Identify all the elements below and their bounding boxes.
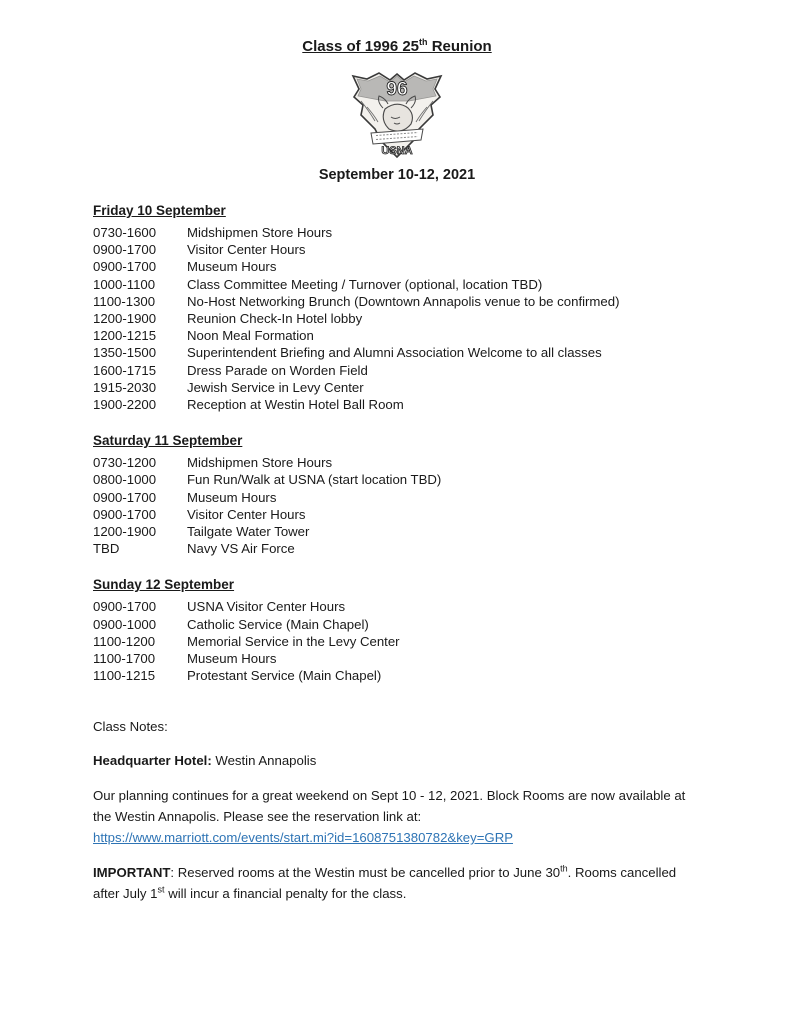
schedule-row bbox=[93, 258, 701, 275]
event-description: Noon Meal Formation bbox=[187, 328, 314, 344]
headquarter-hotel-label: Headquarter Hotel: bbox=[93, 753, 212, 769]
event-description: Dress Parade on Worden Field bbox=[187, 362, 368, 378]
event-time: 1600-1715 bbox=[93, 362, 157, 378]
important-superscript-th: th bbox=[560, 864, 568, 875]
schedule-row bbox=[93, 650, 701, 667]
event-time: 1100-1700 bbox=[93, 651, 156, 667]
title-tail: Reunion bbox=[427, 38, 492, 55]
schedule-row bbox=[93, 396, 701, 413]
notes-block bbox=[93, 718, 701, 904]
schedule-row bbox=[93, 327, 701, 344]
planning-paragraph: Our planning continues for a great weekend on Sept 10 - 12, 2021. Block Rooms are now available at the Westin Annapolis. Please see the reservation link at: bbox=[93, 788, 686, 825]
schedule-row bbox=[93, 616, 701, 633]
event-time: 1000-1100 bbox=[93, 276, 156, 292]
event-time: 0730-1200 bbox=[93, 455, 157, 471]
title-superscript: th bbox=[419, 37, 428, 47]
important-paragraph bbox=[93, 862, 701, 904]
event-description: Catholic Service (Main Chapel) bbox=[187, 616, 369, 632]
event-time: 1915-2030 bbox=[93, 379, 157, 395]
schedule-row bbox=[93, 598, 701, 615]
event-time: 0900-1000 bbox=[93, 616, 157, 632]
event-time: 0800-1000 bbox=[93, 472, 157, 488]
schedule-row bbox=[93, 276, 701, 293]
event-time: 1200-1900 bbox=[93, 524, 157, 540]
event-description: Tailgate Water Tower bbox=[187, 524, 310, 540]
section-heading-friday: Friday 10 September bbox=[93, 203, 226, 218]
event-time: 1200-1900 bbox=[93, 311, 157, 327]
event-time: 1100-1200 bbox=[93, 633, 156, 649]
event-time: 0900-1700 bbox=[93, 259, 157, 275]
schedule-row bbox=[93, 310, 701, 327]
important-text-2: . Rooms cancelled after July 1 bbox=[93, 865, 677, 902]
schedule-row bbox=[93, 293, 701, 310]
important-text-3: will incur a financial penalty for the class. bbox=[164, 886, 407, 902]
schedule-row bbox=[93, 489, 701, 506]
page-title bbox=[93, 38, 701, 55]
class-crest-logo bbox=[93, 71, 701, 159]
reservation-link[interactable]: https://www.marriott.com/events/start.mi?id=1608751380782&key=GRP bbox=[93, 830, 514, 846]
schedule-row bbox=[93, 523, 701, 540]
event-description: Jewish Service in Levy Center bbox=[187, 379, 364, 395]
event-description: Midshipmen Store Hours bbox=[187, 225, 333, 240]
event-description: Class Committee Meeting / Turnover (optional, location TBD) bbox=[187, 276, 543, 292]
section-sunday bbox=[93, 577, 701, 684]
class-crest-icon bbox=[347, 71, 447, 159]
event-time: 1900-2200 bbox=[93, 397, 157, 413]
section-friday bbox=[93, 203, 701, 413]
event-description: USNA Visitor Center Hours bbox=[187, 599, 346, 615]
schedule-row bbox=[93, 344, 701, 361]
event-time: 1100-1300 bbox=[93, 293, 156, 309]
event-time: 0900-1700 bbox=[93, 599, 157, 615]
event-description: Fun Run/Walk at USNA (start location TBD) bbox=[187, 472, 442, 488]
schedule-row bbox=[93, 224, 701, 241]
event-description: Navy VS Air Force bbox=[187, 541, 295, 557]
event-time: 0900-1700 bbox=[93, 506, 157, 522]
class-notes-label: Class Notes: bbox=[93, 719, 168, 735]
event-description: Reunion Check-In Hotel lobby bbox=[187, 311, 363, 327]
event-description: Reception at Westin Hotel Ball Room bbox=[187, 397, 404, 413]
schedule-row bbox=[93, 667, 701, 684]
event-description: Visitor Center Hours bbox=[187, 242, 306, 258]
event-description: Protestant Service (Main Chapel) bbox=[187, 668, 382, 684]
event-description: No-Host Networking Brunch (Downtown Annapolis venue to be confirmed) bbox=[187, 293, 620, 309]
event-description: Superintendent Briefing and Alumni Association Welcome to all classes bbox=[187, 345, 602, 361]
reservation-link-line bbox=[93, 827, 701, 848]
schedule-row bbox=[93, 241, 701, 258]
section-heading-sunday: Sunday 12 September bbox=[93, 577, 235, 593]
schedule-row bbox=[93, 633, 701, 650]
event-description: Museum Hours bbox=[187, 651, 277, 667]
schedule-row bbox=[93, 540, 701, 557]
schedule-row bbox=[93, 506, 701, 523]
event-dates: September 10-12, 2021 bbox=[318, 167, 476, 183]
crest-academy-text: USNA bbox=[381, 145, 413, 157]
important-label: IMPORTANT bbox=[93, 865, 171, 881]
title-text: Class of 1996 25 bbox=[302, 38, 420, 55]
section-heading-saturday: Saturday 11 September bbox=[93, 433, 243, 449]
schedule-row bbox=[93, 379, 701, 396]
crest-class-number: 96 bbox=[386, 79, 408, 100]
event-time: 1350-1500 bbox=[93, 345, 157, 361]
event-description: Memorial Service in the Levy Center bbox=[187, 633, 400, 649]
event-time: TBD bbox=[93, 541, 120, 557]
event-description: Visitor Center Hours bbox=[187, 506, 306, 522]
schedule-row bbox=[93, 471, 701, 488]
headquarter-hotel-line bbox=[93, 752, 701, 769]
event-description: Museum Hours bbox=[187, 489, 277, 505]
schedule-row bbox=[93, 362, 701, 379]
section-saturday bbox=[93, 433, 701, 557]
event-time: 0900-1700 bbox=[93, 242, 157, 258]
important-superscript-st: st bbox=[157, 885, 165, 896]
event-description: Midshipmen Store Hours bbox=[187, 455, 333, 471]
event-description: Museum Hours bbox=[187, 259, 277, 275]
event-time: 1200-1215 bbox=[93, 328, 157, 344]
important-text-1: : Reserved rooms at the Westin must be cancelled prior to June 30 bbox=[170, 865, 561, 881]
schedule-row bbox=[93, 454, 701, 471]
event-time: 0900-1700 bbox=[93, 489, 157, 505]
event-time: 1100-1215 bbox=[93, 668, 156, 684]
event-time: 0730-1600 bbox=[93, 225, 157, 240]
headquarter-hotel-value: Westin Annapolis bbox=[211, 753, 317, 769]
